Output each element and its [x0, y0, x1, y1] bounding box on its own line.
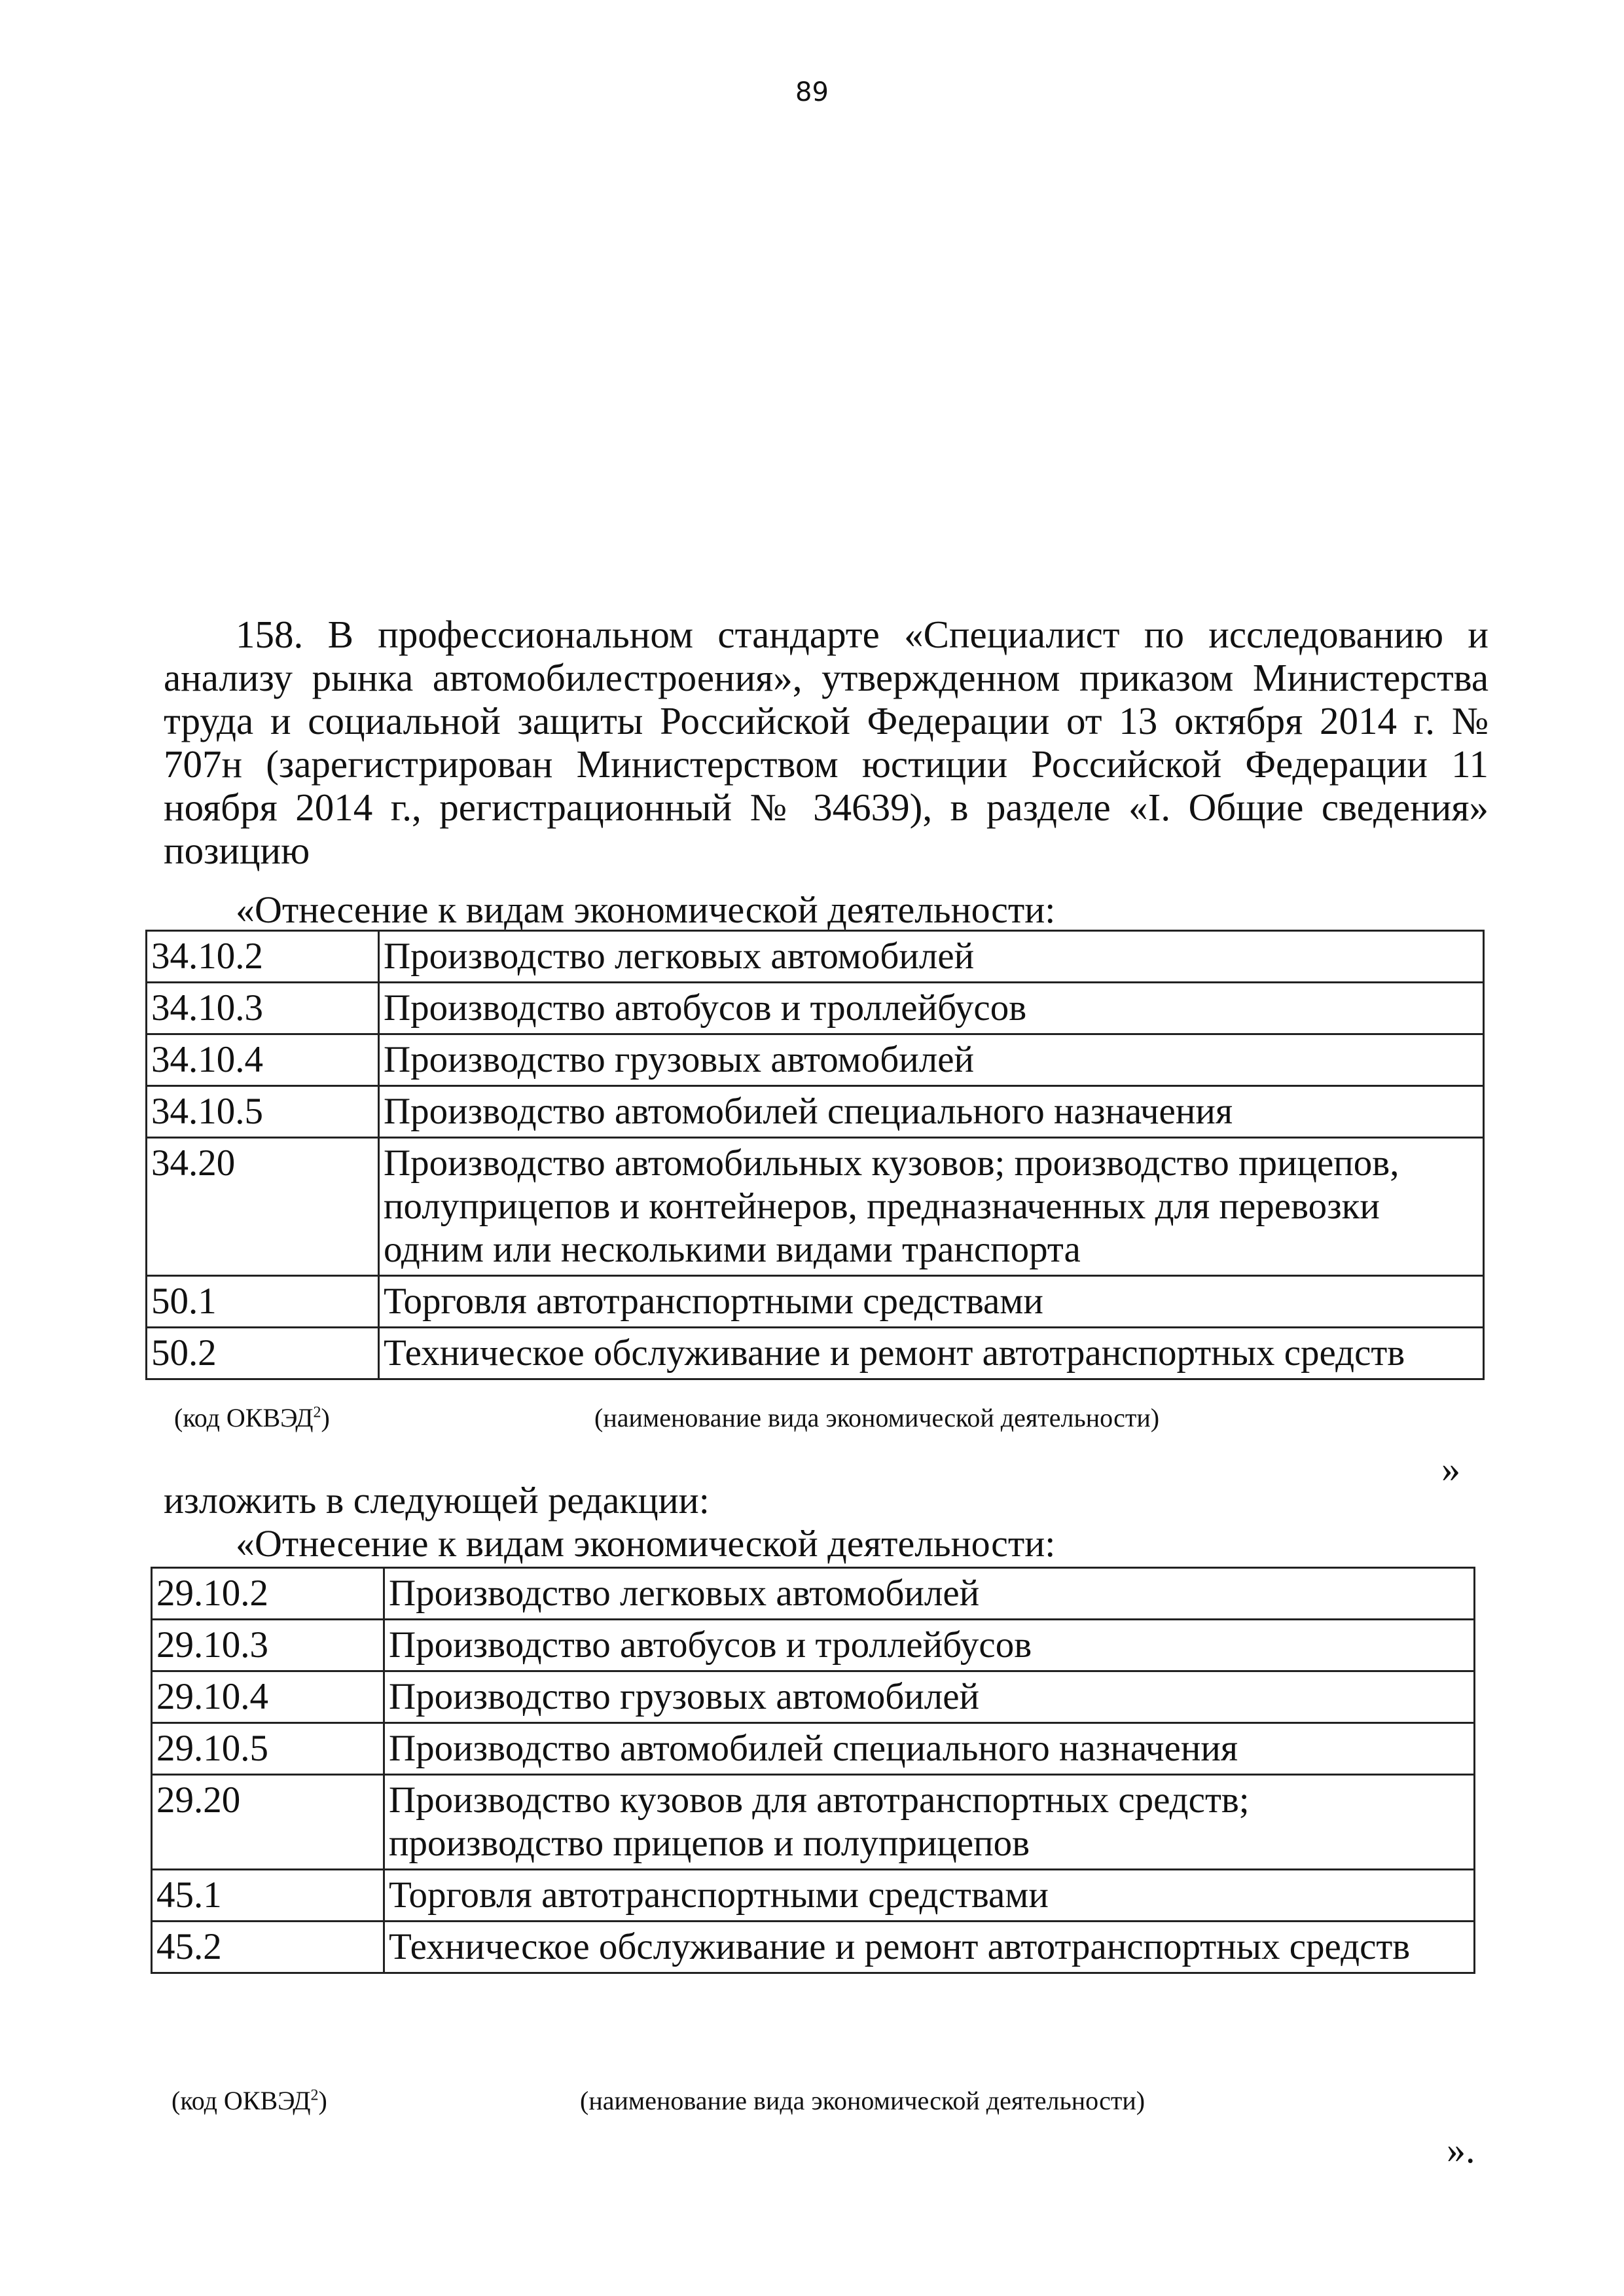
table-row — [152, 1775, 1475, 1870]
closing-quote: ». — [1447, 2128, 1475, 2171]
new-okved-table — [151, 1567, 1475, 1974]
okved-code-cell: 45.1 — [152, 1870, 384, 1922]
caption-code-end: ) — [321, 1403, 330, 1432]
instruction-text: изложить в следующей редакции: — [164, 1479, 710, 1522]
table-row — [147, 1276, 1484, 1328]
table-row — [147, 1138, 1484, 1276]
okved-code-cell: 34.10.3 — [147, 983, 379, 1034]
amendment-paragraph: 158. В профессиональном стандарте «Специалист по исследованию и анализу рынка автомобилестроения», утвержденном приказом Министерства труда и социальной защиты Российской Федерации от 13 октября 2014 г. № 707н (зарегистрирован Министерством юстиции Российской Федерации 11 ноября 2014 г., регистрационный № 34639), в разделе «I. Общие сведения» позицию — [164, 613, 1489, 872]
page-number: 89 — [795, 77, 829, 107]
caption-code-text: (код ОКВЭД — [174, 1403, 314, 1432]
activity-name-cell: Производство автобусов и троллейбусов — [384, 1620, 1475, 1671]
activity-name-cell: Техническое обслуживание и ремонт автотранспортных средств — [379, 1328, 1484, 1379]
activity-name-cell: Торговля автотранспортными средствами — [379, 1276, 1484, 1328]
okved-code-cell: 34.10.5 — [147, 1086, 379, 1138]
okved-code-cell: 34.20 — [147, 1138, 379, 1276]
activity-name-cell: Производство кузовов для автотранспортных средств; производство прицепов и полуприцепов — [384, 1775, 1475, 1870]
okved-code-cell: 29.10.4 — [152, 1671, 384, 1723]
table-row — [147, 1328, 1484, 1379]
okved-code-cell: 29.10.5 — [152, 1723, 384, 1775]
table-row — [147, 931, 1484, 983]
okved-code-cell: 34.10.4 — [147, 1034, 379, 1086]
table-row — [147, 1086, 1484, 1138]
table-row — [152, 1620, 1475, 1671]
activity-name-cell: Производство автомобилей специального назначения — [384, 1723, 1475, 1775]
caption-code-end: ) — [318, 2086, 327, 2115]
okved-code-caption — [171, 2086, 327, 2116]
footnote-marker: 2 — [310, 2086, 319, 2104]
okved-code-cell: 29.10.2 — [152, 1568, 384, 1620]
new-section-intro: «Отнесение к видам экономической деятельности: — [236, 1522, 1056, 1565]
closing-quote: » — [1441, 1448, 1460, 1490]
table-row — [152, 1922, 1475, 1973]
okved-code-cell: 29.10.3 — [152, 1620, 384, 1671]
activity-name-cell: Торговля автотранспортными средствами — [384, 1870, 1475, 1922]
activity-name-cell: Производство грузовых автомобилей — [379, 1034, 1484, 1086]
activity-name-cell: Производство автомобилей специального назначения — [379, 1086, 1484, 1138]
table-row — [147, 983, 1484, 1034]
activity-name-caption: (наименование вида экономической деятельности) — [580, 2086, 1146, 2115]
table-row — [152, 1723, 1475, 1775]
okved-code-cell: 45.2 — [152, 1922, 384, 1973]
okved-code-cell: 50.1 — [147, 1276, 379, 1328]
activity-name-cell: Производство грузовых автомобилей — [384, 1671, 1475, 1723]
activity-name-cell: Техническое обслуживание и ремонт автотранспортных средств — [384, 1922, 1475, 1973]
activity-name-cell: Производство легковых автомобилей — [379, 931, 1484, 983]
okved-code-cell: 29.20 — [152, 1775, 384, 1870]
table-row — [152, 1870, 1475, 1922]
table-row — [147, 1034, 1484, 1086]
activity-name-cell: Производство автобусов и троллейбусов — [379, 983, 1484, 1034]
old-section-intro: «Отнесение к видам экономической деятельности: — [236, 888, 1056, 931]
okved-code-caption — [174, 1403, 330, 1433]
caption-code-text: (код ОКВЭД — [171, 2086, 311, 2115]
okved-code-cell: 34.10.2 — [147, 931, 379, 983]
activity-name-cell: Производство легковых автомобилей — [384, 1568, 1475, 1620]
activity-name-cell: Производство автомобильных кузовов; производство прицепов, полуприцепов и контейнеров, предназначенных для перевозки одним или несколькими видами транспорта — [379, 1138, 1484, 1276]
table-row — [152, 1568, 1475, 1620]
old-okved-table — [145, 930, 1485, 1380]
okved-code-cell: 50.2 — [147, 1328, 379, 1379]
footnote-marker: 2 — [313, 1404, 321, 1421]
activity-name-caption: (наименование вида экономической деятельности) — [594, 1403, 1160, 1432]
table-row — [152, 1671, 1475, 1723]
